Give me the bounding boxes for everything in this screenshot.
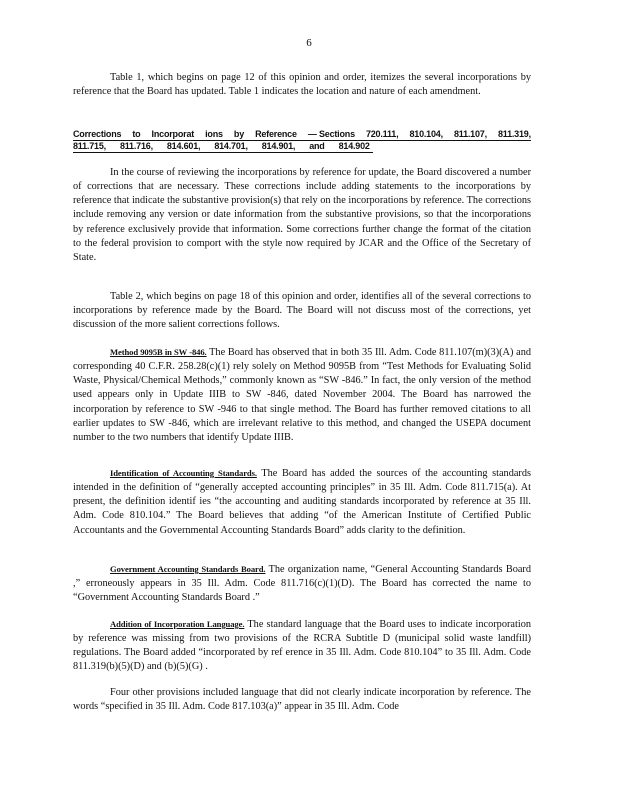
paragraph-method bbox=[73, 345, 531, 445]
heading-word: 811.107, bbox=[453, 129, 487, 139]
addition-heading: Addition of Incorporation Language. bbox=[110, 619, 245, 629]
heading-word: and bbox=[309, 141, 325, 151]
paragraph-government bbox=[73, 562, 531, 605]
heading-word: to bbox=[132, 129, 141, 139]
heading-underline bbox=[73, 152, 373, 153]
heading-word: 814.902 bbox=[338, 141, 370, 151]
heading-word: 814.901, bbox=[261, 141, 296, 151]
paragraph-table1 bbox=[73, 71, 531, 99]
heading-word: Incorporat bbox=[151, 129, 195, 139]
government-heading: Government Accounting Standards Board. bbox=[110, 564, 266, 574]
heading-word: 810.104, bbox=[409, 129, 443, 139]
corrections-heading-line1 bbox=[73, 128, 531, 140]
method-heading: Method 9095B in SW -846. bbox=[110, 347, 207, 357]
government-text: The organization name, “General Accounting Standards Board ,” erroneously appears in 35 Ill. Adm. Code 811.716(c)(1)(D). The Board has corrected the name to “Government Accounting Standards Board .” bbox=[73, 564, 531, 604]
identification-heading: Identification of Accounting Standards. bbox=[110, 468, 257, 478]
paragraph-identification bbox=[73, 466, 531, 538]
heading-underline bbox=[73, 140, 531, 141]
addition-text: The standard language that the Board uses to indicate incorporation by reference was missing from two provisions of the RCRA Subtitle D (municipal solid waste landfill) regulations. The Board added “incorporated by ref erence in 35 Ill. Adm. Code 810.104” to 35 Ill. Adm. Code 811.319(b)(5)(D) and (b)(5)(G) . bbox=[73, 619, 531, 673]
paragraph-table2-text: Table 2, which begins on page 18 of this opinion and order, identifies all of the several corrections to incorporations by reference made by the Board. The Board will not discuss most of the corrections, yet discussion of the more salient corrections follows. bbox=[73, 291, 531, 331]
paragraph-table2 bbox=[73, 290, 531, 332]
identification-text: The Board has added the sources of the accounting standards intended in the definition of “generally accepted accounting principles” in 35 Ill. Adm. Code 811.715(a). At present, the definition identif ies “the accounting and auditing standards incorporated by reference at 35 Ill. Adm. Code 810.104.” The Board believes that adding “of the American Institute of Certified Public Accountants and the Governmental Accounting Standards Board” adds clarity to the definition. bbox=[73, 468, 532, 536]
heading-word: 811.715, bbox=[73, 141, 106, 151]
paragraph-last bbox=[73, 686, 531, 714]
heading-word: 811.319, bbox=[497, 129, 531, 139]
heading-word: by bbox=[233, 129, 244, 139]
heading-word: 814.601, bbox=[166, 141, 201, 151]
heading-word: Reference bbox=[255, 129, 297, 139]
heading-word: 720.111, bbox=[365, 129, 399, 139]
corrections-heading-line2 bbox=[73, 140, 531, 152]
paragraph-corrections bbox=[73, 166, 531, 265]
heading-word: ions bbox=[205, 129, 223, 139]
heading-word: 811.716, bbox=[119, 141, 153, 151]
heading-word: — Sections bbox=[307, 129, 355, 139]
paragraph-table1-text: Table 1, which begins on page 12 of this opinion and order, itemizes the several incorporations by reference that the Board has updated. Table 1 indicates the location and nature of each amendment. bbox=[73, 72, 531, 98]
paragraph-addition bbox=[73, 617, 531, 675]
method-text: The Board has observed that in both 35 Ill. Adm. Code 811.107(m)(3)(A) and corresponding 40 C.F.R. 258.28(c)(1) rely solely on Method 9095B from “Test Methods for Evaluating Solid Waste, Physical/Chemical Methods,” commonly known as “SW -846.” In fact, the only version of the method used appears only in Update IIIB to SW -846, dated November 2004. The Board has narrowed the incorporation by reference to SW -946 to that single method. The Board has further removed citations to all earlier updates to SW -846, which are irrelevant relative to this method, and changed the USEPA document number to the two numbers that identify Update IIIB. bbox=[73, 347, 532, 443]
heading-word: Corrections bbox=[73, 129, 122, 139]
page-number: 6 bbox=[306, 37, 312, 49]
paragraph-last-text: Four other provisions included language that did not clearly indicate incorporation by reference. The words “specified in 35 Ill. Adm. Code 817.103(a)” appear in 35 Ill. Adm. Code bbox=[73, 687, 531, 713]
heading-word: 814.701, bbox=[214, 141, 248, 151]
paragraph-corrections-text: In the course of reviewing the incorporations by reference for update, the Board discovered a number of corrections that are necessary. These corrections include adding statements to the incorporations by reference that indicate the substantive provision(s) that rely on the incorporations by reference. The corrections include removing any version or date information from the substantive provisions, so that the incorporations by reference exclusively provide that information. Some corrections further change the format of the citation to the federal provision to comport with the style now required by JCAR and the Office of the Secretary of State. bbox=[73, 167, 531, 263]
